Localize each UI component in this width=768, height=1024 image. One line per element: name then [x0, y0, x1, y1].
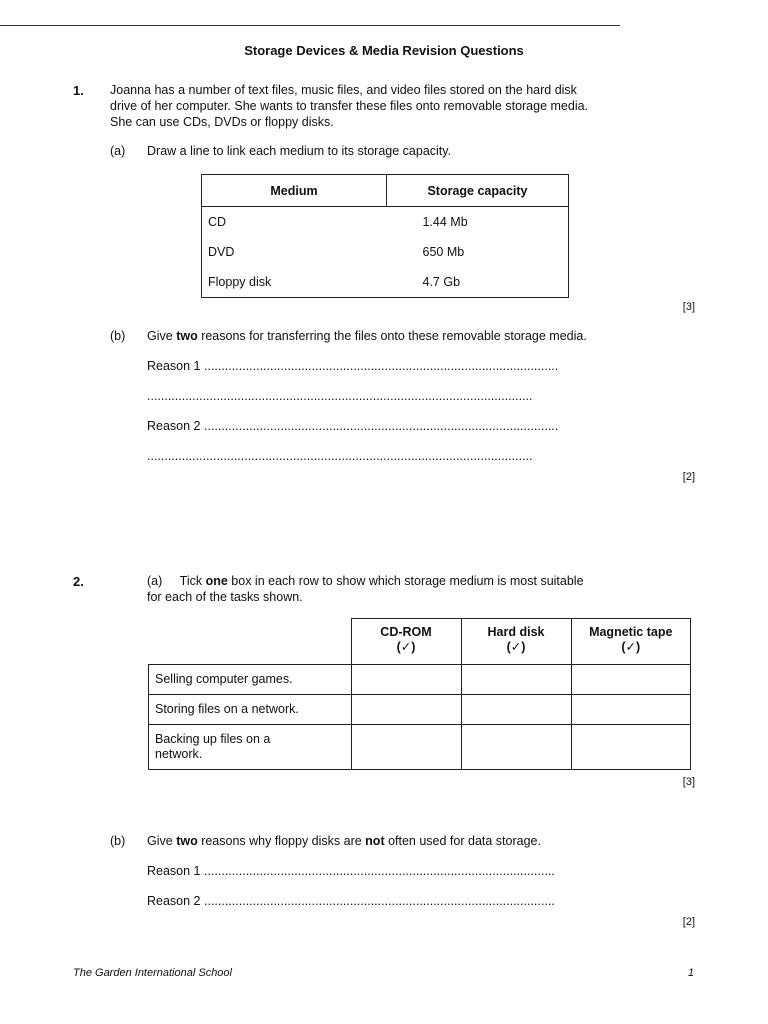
text-segment: Give: [147, 329, 177, 343]
text-segment: Give: [147, 834, 177, 848]
header-name: CD-ROM: [380, 625, 432, 639]
footer-school-name: The Garden International School: [73, 967, 232, 979]
intro-line: drive of her computer. She wants to transfer these files onto removable storage media.: [110, 99, 589, 113]
table-header-row: [149, 619, 691, 665]
question-1b-text: [147, 329, 587, 343]
capacity-cell: 650 Mb: [422, 245, 465, 259]
table-row: [149, 665, 691, 695]
emphasis-two: two: [176, 834, 198, 848]
header-name: Hard disk: [487, 625, 545, 639]
marks-1b: [2]: [682, 471, 695, 483]
reason-1-label: Reason 1: [147, 864, 201, 878]
header-tick: (✓): [506, 640, 526, 654]
empty-header-cell: [149, 619, 352, 665]
table-row: [202, 237, 569, 267]
question-2b-label: (b): [110, 834, 126, 848]
medium-cell: Floppy disk: [208, 275, 272, 289]
tick-box[interactable]: [351, 725, 461, 770]
tick-box[interactable]: [571, 695, 691, 725]
dotted-line: ......................................................................................................: [204, 419, 559, 433]
header-name: Magnetic tape: [589, 625, 673, 639]
answer-line-reason-1[interactable]: [147, 864, 555, 878]
tick-box[interactable]: [461, 695, 571, 725]
medium-capacity-table: [201, 174, 569, 298]
marks-2a: [3]: [682, 776, 695, 788]
emphasis-one: one: [205, 574, 228, 588]
question-2b-text: [147, 834, 541, 848]
question-line: [147, 573, 584, 589]
task-cell: Selling computer games.: [149, 665, 352, 695]
question-1a-text: Draw a line to link each medium to its storage capacity.: [147, 144, 452, 158]
marks-1a: [3]: [682, 301, 695, 313]
marks-2b: [2]: [682, 916, 695, 928]
text-segment: often used for data storage.: [384, 834, 541, 848]
capacity-cell: 1.44 Mb: [422, 215, 468, 229]
page-title: Storage Devices & Media Revision Questions: [244, 43, 524, 58]
question-1b-label: (b): [110, 329, 126, 343]
question-line: for each of the tasks shown.: [147, 590, 303, 604]
answer-line-continuation[interactable]: ...............................................................................................................: [147, 389, 533, 403]
answer-line-continuation[interactable]: ...............................................................................................................: [147, 449, 533, 463]
reason-2-label: Reason 2: [147, 894, 201, 908]
answer-line-reason-2[interactable]: [147, 419, 558, 433]
emphasis-two: two: [176, 329, 198, 343]
capacity-cell: 4.7 Gb: [422, 275, 461, 289]
tick-box[interactable]: [571, 665, 691, 695]
dotted-line: .....................................................................................................: [204, 864, 555, 878]
column-header-magnetic-tape: [571, 619, 691, 665]
column-header-hard-disk: [461, 619, 571, 665]
header-tick: (✓): [621, 640, 641, 654]
question-1a-label: (a): [110, 144, 126, 158]
answer-line-reason-2[interactable]: [147, 894, 555, 908]
task-cell: Backing up files on a network.: [149, 725, 352, 770]
column-header-capacity: Storage capacity: [387, 175, 569, 207]
table-row: [202, 207, 569, 238]
answer-line-reason-1[interactable]: [147, 359, 558, 373]
reason-2-label: Reason 2: [147, 419, 201, 433]
tick-box[interactable]: [351, 665, 461, 695]
question-2a-text: [147, 573, 584, 605]
tick-box[interactable]: [351, 695, 461, 725]
medium-cell: CD: [208, 215, 227, 229]
text-segment: reasons for transferring the files onto these removable storage media.: [197, 329, 587, 343]
dotted-line: .....................................................................................................: [204, 894, 555, 908]
question-1-number: 1.: [73, 83, 84, 98]
question-2-number: 2.: [73, 574, 84, 589]
top-rule: [0, 25, 620, 26]
tick-box[interactable]: [461, 725, 571, 770]
emphasis-not: not: [365, 834, 385, 848]
tick-box[interactable]: [571, 725, 691, 770]
header-tick: (✓): [396, 640, 416, 654]
intro-line: Joanna has a number of text files, music files, and video files stored on the hard disk: [110, 83, 577, 97]
column-header-medium: Medium: [202, 175, 387, 207]
task-cell: Storing files on a network.: [149, 695, 352, 725]
table-header-row: [202, 175, 569, 207]
table-row: [149, 725, 691, 770]
intro-line: She can use CDs, DVDs or floppy disks.: [110, 115, 334, 129]
column-header-cd-rom: [351, 619, 461, 665]
storage-medium-table: [148, 618, 691, 770]
footer-page-number: 1: [687, 967, 694, 979]
dotted-line: ......................................................................................................: [204, 359, 559, 373]
text-segment: reasons why floppy disks are: [197, 834, 366, 848]
tick-box[interactable]: [461, 665, 571, 695]
text-segment: box in each row to show which storage medium is most suitable: [227, 574, 584, 588]
table-row: [202, 267, 569, 298]
medium-cell: DVD: [208, 245, 235, 259]
text-segment: Tick: [179, 574, 206, 588]
table-row: [149, 695, 691, 725]
reason-1-label: Reason 1: [147, 359, 201, 373]
question-1-intro: [110, 82, 588, 130]
question-2a-label: (a): [147, 574, 163, 588]
